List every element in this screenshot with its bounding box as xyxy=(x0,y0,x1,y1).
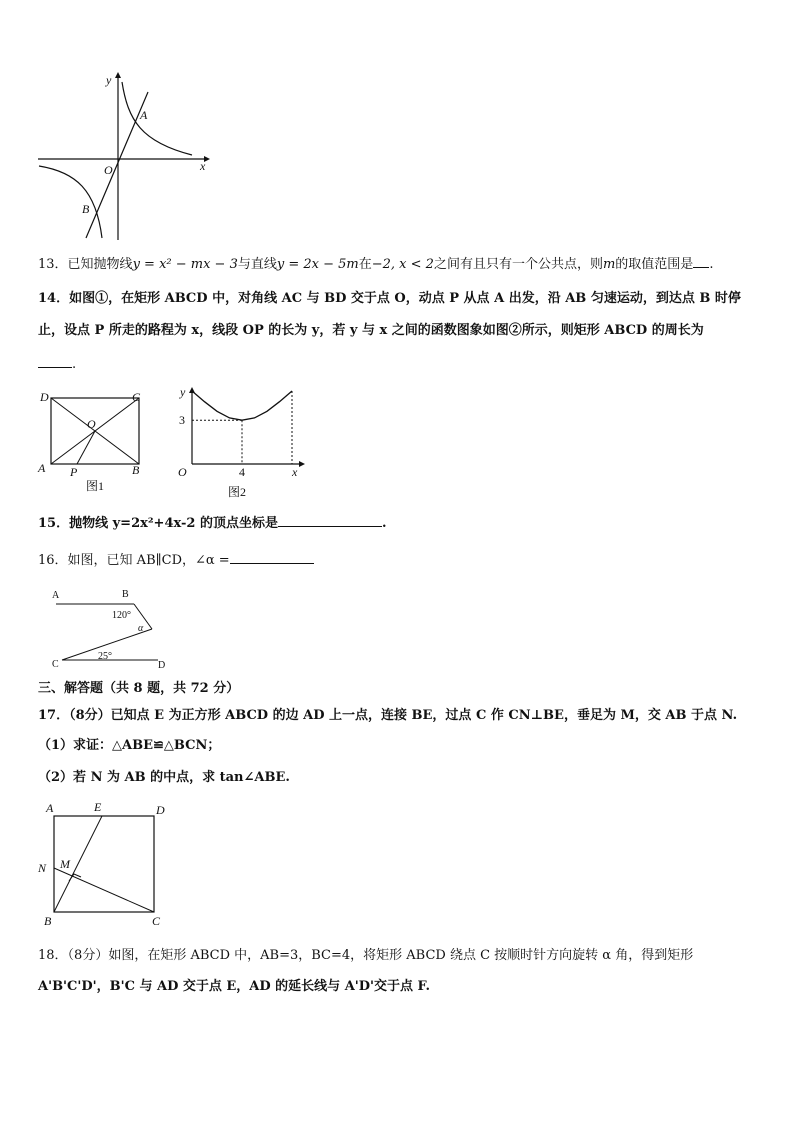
q13-end: . xyxy=(709,257,714,272)
label-d: D xyxy=(158,660,166,671)
question-16 xyxy=(38,551,758,570)
angle-25-label: 25° xyxy=(98,651,112,662)
hyperbola-branch-upper xyxy=(122,82,192,155)
q13-var: m xyxy=(602,257,616,272)
question-15 xyxy=(38,514,758,533)
angle-alpha-label: α xyxy=(138,623,144,634)
caption-figure2: 图2 xyxy=(228,485,247,499)
x-axis-label: x xyxy=(200,159,206,173)
q14-line2: 止，设点 P 所走的路程为 x，线段 OP 的长为 y，若 y 与 x 之间的函数图象如图②所示，则矩形 ABCD 的周长为 xyxy=(38,323,704,338)
q17-line1: 17．（8分）已知点 E 为正方形 ABCD 的边 AD 上一点，连接 BE，过点 C 作 CN⊥BE，垂足为 M，交 AB 于点 N. xyxy=(38,708,738,723)
hyperbola-branch-lower xyxy=(39,166,102,238)
y-axis-label: y xyxy=(106,73,112,87)
q16-text: 16．如图，已知 AB∥CD，∠α = xyxy=(38,553,230,568)
point-b-label: B xyxy=(82,202,90,216)
line-through-origin xyxy=(86,92,148,238)
caption-figure1: 图1 xyxy=(86,479,105,493)
q13-text2: 与直线 xyxy=(237,257,277,272)
function-curve xyxy=(192,391,292,420)
label-a: A xyxy=(38,461,46,475)
q12-graph xyxy=(36,70,216,242)
q16-figure xyxy=(46,585,176,671)
q15-answer-blank xyxy=(278,514,382,527)
q14-answer-blank xyxy=(38,355,72,368)
fig2-tick-label-4: 4 xyxy=(239,465,245,479)
q14-figure2 xyxy=(170,384,310,500)
fig2-y-label: y xyxy=(180,385,186,399)
q16-answer-blank xyxy=(230,551,314,564)
label-n: N xyxy=(38,861,47,875)
fig2-x-label: x xyxy=(292,465,298,479)
fig2-x-axis-arrow xyxy=(299,461,305,467)
q17-part1: （1）求证：△ABE≌△BCN； xyxy=(38,738,221,753)
fig2-origin-label: O xyxy=(178,465,187,479)
q17-figure xyxy=(36,798,176,932)
label-d: D xyxy=(156,803,165,817)
q13-number: 13． xyxy=(38,257,68,272)
label-c: C xyxy=(52,659,59,670)
q18-line2: A'B'C'D'，B'C 与 AD 交于点 E，AD 的延长线与 A'D'交于点 F. xyxy=(38,979,431,994)
label-b: B xyxy=(44,914,52,928)
q13-text1: 已知抛物线 xyxy=(67,257,133,272)
q13-text3: 在 xyxy=(358,257,372,272)
label-d: D xyxy=(40,390,49,404)
label-c: C xyxy=(132,390,141,404)
q13-line: y = 2x − 5m xyxy=(276,257,359,272)
label-b: B xyxy=(132,463,140,477)
q13-interval: −2, x < 2 xyxy=(371,257,434,272)
q15-text: 15．抛物线 y=2x²+4x-2 的顶点坐标是 xyxy=(38,516,278,531)
q13-answer-blank xyxy=(693,255,709,268)
q13-text4: 之间有且只有一个公共点，则 xyxy=(433,257,603,272)
label-a: A xyxy=(52,590,60,601)
angle-120-label: 120° xyxy=(112,610,131,621)
label-b: B xyxy=(122,589,129,600)
point-a-label: A xyxy=(140,108,148,122)
fig2-tick-label-3: 3 xyxy=(179,413,185,428)
y-axis-arrow xyxy=(115,72,121,78)
label-o: O xyxy=(87,417,96,431)
q14-end: . xyxy=(72,357,77,372)
label-p: P xyxy=(70,465,78,479)
label-a: A xyxy=(46,801,54,815)
section-3-heading: 三、解答题（共 8 题，共 72 分） xyxy=(38,681,240,696)
origin-label: O xyxy=(104,163,113,177)
segment-op xyxy=(77,431,95,464)
label-c: C xyxy=(152,914,161,928)
label-e: E xyxy=(94,800,102,814)
q14-figure1 xyxy=(36,388,148,494)
segment-cn xyxy=(54,868,154,912)
q17-part2: （2）若 N 为 AB 的中点，求 tan∠ABE. xyxy=(38,770,290,785)
q13-parabola: y = x² − mx − 3 xyxy=(132,257,238,272)
q18-line1: 18．（8分）如图，在矩形 ABCD 中，AB=3，BC=4，将矩形 ABCD 绕点 C 按顺时针方向旋转 α 角，得到矩形 xyxy=(38,948,694,963)
question-13 xyxy=(38,255,758,274)
q14-line1: 14．如图①，在矩形 ABCD 中，对角线 AC 与 BD 交于点 O，动点 P 从点 A 出发，沿 AB 匀速运动，到达点 B 时停 xyxy=(38,291,741,306)
label-m: M xyxy=(60,857,70,871)
q15-end: . xyxy=(381,516,387,531)
q14-answer-line xyxy=(38,355,758,374)
q13-text5: 的取值范围是 xyxy=(615,257,694,272)
